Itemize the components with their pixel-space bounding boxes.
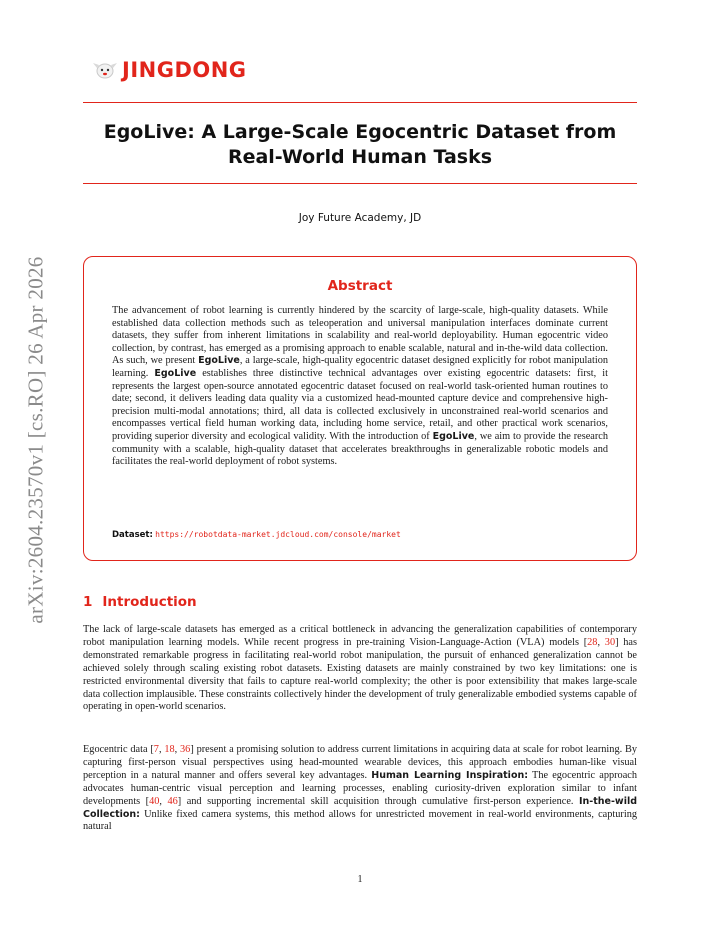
abstract-box: [83, 256, 637, 561]
dataset-label: Dataset:: [112, 530, 153, 540]
arxiv-identifier: arXiv:2604.23570v1 [cs.RO] 26 Apr 2026: [23, 256, 48, 624]
citation-link[interactable]: 28: [587, 636, 598, 648]
jingdong-logo: [92, 58, 247, 82]
section-number: 1: [83, 594, 93, 610]
citation-link[interactable]: 18: [164, 744, 175, 755]
jd-dog-mascot-icon: [92, 59, 118, 81]
author-affiliation: Joy Future Academy, JD: [298, 212, 422, 224]
bold-term: In-the-wild Collection:: [83, 795, 638, 820]
page-number: 1: [357, 874, 363, 885]
logo-text: JINGDONG: [122, 58, 247, 82]
abstract-heading: Abstract: [327, 278, 393, 294]
dataset-link[interactable]: https://robotdata-market.jdcloud.com/console/market: [155, 530, 401, 539]
citation-link[interactable]: 30: [604, 636, 616, 648]
section-heading-introduction: [83, 594, 197, 610]
section-title: Introduction: [102, 594, 197, 610]
abstract-body: The advancement of robot learning is currently hindered by the scarcity of large-scale, high-quality datasets. While established data collection methods such as teleoperation and universal manipulation interfaces dominate current datasets, they suffer from inherent limitations in scalability and real-world deployability. Human egocentric video collection, by contrast, has emerged as a promising approach to enable scalable, natural and in-the-wild data collection. As such, we present EgoLive, a large-scale, high-quality egocentric dataset designed explicitly for robot manipulation learning. EgoLive establishes three distinctive technical advantages over existing egocentric datasets: first, it represents the largest open-source annotated egocentric dataset focused on real-world task-oriented human routines to date; second, it delivers leading data quality via a customized head-mounted capture device and comprehensive high-precision multi-modal annotations; third, all data is collected exclusively in unconstrained real-world scenarios and encompasses vertical field human working data, including home service, retail, and other practical work scenarios, providing superior diversity and ecological validity. With the introduction of EgoLive, we aim to provide the research community with a scalable, high-quality dataset that accelerates breakthroughs in generalizable robotic models and facilitates the real-world deployment of robot systems.: [112, 305, 608, 468]
title-line-1: EgoLive: A Large-Scale Egocentric Dataset from: [103, 121, 617, 143]
citation-link[interactable]: 36: [180, 744, 191, 755]
dataset-line: [112, 529, 401, 540]
bold-term: Human Learning Inspiration:: [371, 769, 529, 781]
egolive-name: EgoLive: [432, 430, 475, 442]
paper-title: [83, 120, 637, 170]
title-line-2: Real-World Human Tasks: [227, 146, 493, 168]
intro-paragraph-2: Egocentric data [7, 18, 36] present a promising solution to address current limitations in acquiring data at scale for robot learning. By capturing first-person visual perspectives using head-mounted wearable devices, this approach embodies human-like visual perception in a natural manner and offers several key advantages. Human Learning Inspiration: The egocentric approach advocates human-centric visual perception and learning processes, enabling curiosity-driven exploration similar to infant developments [40, 46] and supporting incremental skill acquisition through cumulative first-person experience. In-the-wild Collection: Unlike fixed camera systems, this method allows for unrestricted movement in real-world environments, capturing natural: [83, 744, 638, 833]
title-bottom-rule: [83, 183, 637, 184]
citation-link[interactable]: 7: [153, 744, 159, 755]
citation-link[interactable]: 40: [149, 795, 160, 807]
citation-link[interactable]: 46: [167, 795, 178, 807]
intro-paragraph-1: The lack of large-scale datasets has emerged as a critical bottleneck in advancing the generalization capabilities of contemporary robot manipulation learning models. While recent progress in pre-training Vision-Language-Action (VLA) models [28, 30] has demonstrated remarkable progress in facilitating real-world robot manipulation, the pursuit of enhanced generalization cannot be achieved solely through scaling existing robot datasets. Existing datasets are mainly constrained by two key limitations: one is restricted environmental diversity that fails to capture real-world complexity; the other is poor extensibility that makes large-scale data collection implausible. These constraints collectively hinder the development of truly generalizable embodied systems capable of operating in open-world scenarios.: [83, 624, 638, 713]
title-top-rule: [83, 102, 637, 103]
egolive-name: EgoLive: [198, 355, 240, 367]
egolive-name: EgoLive: [154, 367, 197, 379]
